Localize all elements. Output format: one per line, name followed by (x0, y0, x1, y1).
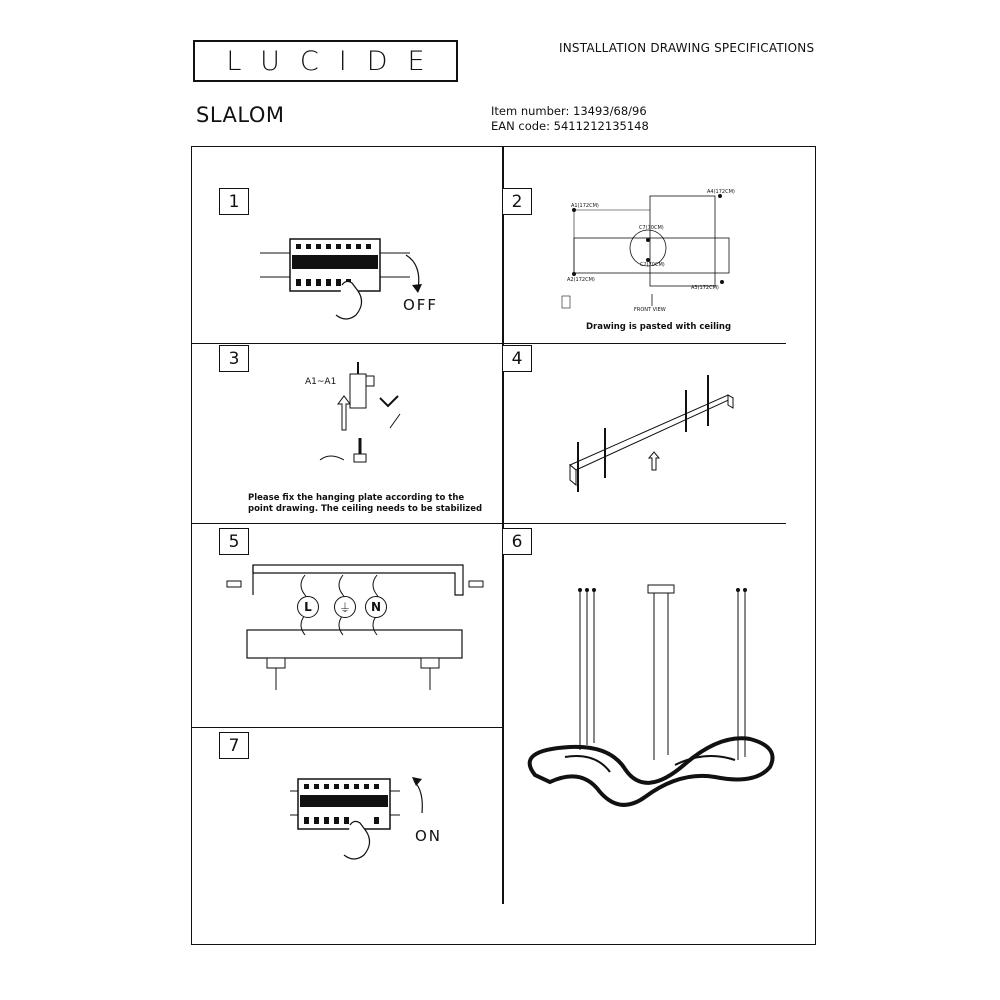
breaker-off-illustration (260, 235, 450, 330)
row-divider-2 (191, 523, 786, 524)
row-divider-3 (191, 727, 503, 728)
step-3-number: 3 (219, 345, 249, 372)
step-4-number: 4 (502, 345, 532, 372)
step-7-number: 7 (219, 732, 249, 759)
on-label: ON (415, 827, 443, 845)
earth-wire-label: ⏚ (334, 596, 356, 618)
dim-c2: C2(70CM) (640, 262, 665, 268)
live-wire-label: L (297, 596, 319, 618)
slalom-pendant-illustration (525, 585, 785, 800)
wiring-connection-illustration (225, 565, 490, 695)
step-3-caption-line2: point drawing. The ceiling needs to be stabilized (248, 504, 483, 514)
dim-a1: A1(172CM) (571, 203, 599, 209)
step-3-label: A1~A1 (305, 377, 337, 387)
dim-a4: A4(172CM) (707, 189, 735, 195)
product-name: SLALOM (196, 103, 285, 127)
breaker-on-illustration (290, 775, 460, 860)
dim-a3: A3(172CM) (691, 285, 719, 291)
vertical-divider (502, 146, 504, 904)
document-title: INSTALLATION DRAWING SPECIFICATIONS (559, 41, 815, 55)
step-2-number: 2 (502, 188, 532, 215)
step-6-number: 6 (502, 528, 532, 555)
step-3-caption-line1: Please fix the hanging plate according to the (248, 493, 465, 503)
item-number: Item number: 13493/68/96 (491, 104, 647, 118)
neutral-wire-label: N (365, 596, 387, 618)
lucide-logo (193, 40, 458, 82)
mounting-bar-illustration (548, 370, 748, 505)
off-label: OFF (403, 296, 439, 314)
row-divider-1 (191, 343, 786, 344)
logo-wordmark: LUCIDE (226, 45, 445, 77)
front-view-label: FRONT VIEW (634, 307, 666, 313)
step-1-number: 1 (219, 188, 249, 215)
dim-c7: C7(70CM) (639, 225, 664, 231)
ean-code: EAN code: 5411212135148 (491, 119, 649, 133)
dim-a2: A2(172CM) (567, 277, 595, 283)
step-5-number: 5 (219, 528, 249, 555)
step-2-caption: Drawing is pasted with ceiling (586, 322, 732, 332)
